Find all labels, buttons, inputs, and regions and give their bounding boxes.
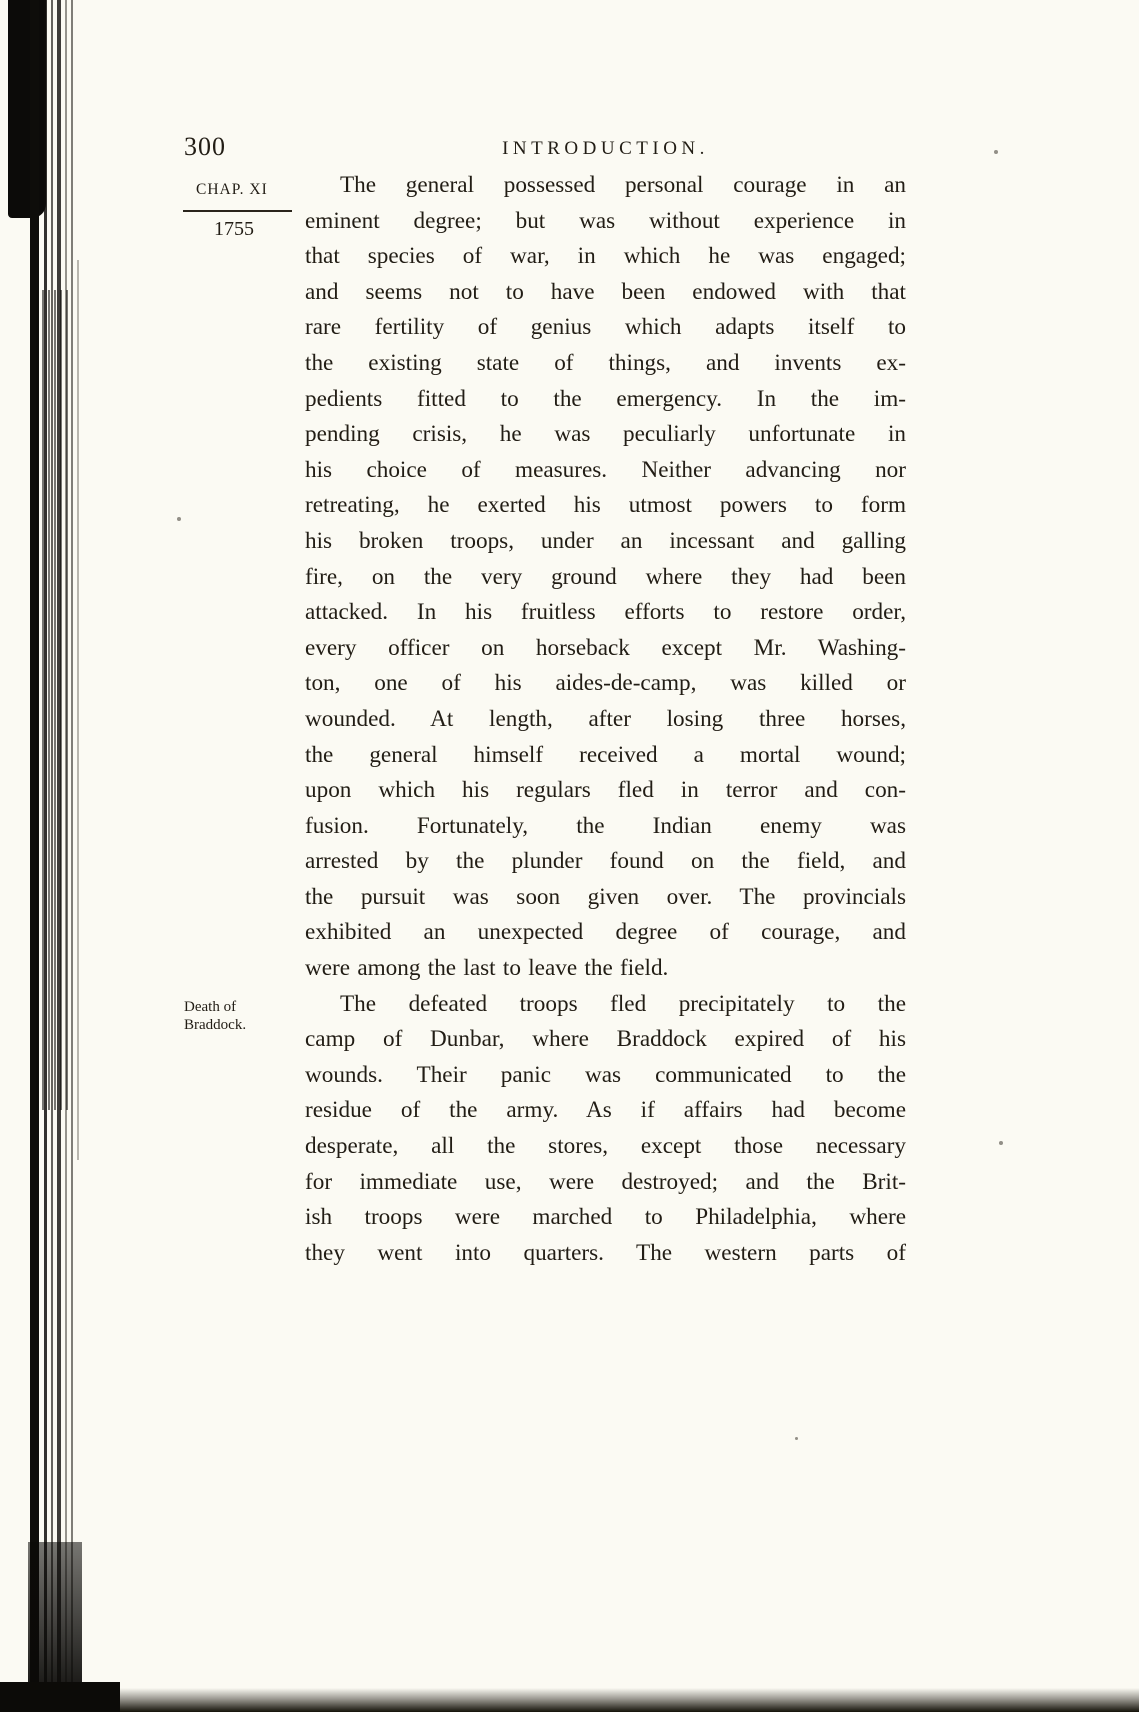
text-line: pending crisis, he was peculiarly unfortunate in bbox=[305, 421, 906, 448]
text-line: the pursuit was soon given over. The provincials bbox=[305, 883, 906, 910]
paragraph bbox=[305, 987, 906, 1272]
scan-bottom-shadow bbox=[55, 1688, 1139, 1712]
page-number: 300 bbox=[184, 132, 226, 161]
text-line: attacked. In his fruitless efforts to restore order, bbox=[305, 599, 906, 626]
text-line: ish troops were marched to Philadelphia, where bbox=[305, 1204, 906, 1231]
text-line: that species of war, in which he was engaged; bbox=[305, 243, 906, 270]
death-of-braddock-margin-note bbox=[184, 998, 246, 1034]
text-line: upon which his regulars fled in terror and con- bbox=[305, 777, 906, 804]
text-line: every officer on horseback except Mr. Washing- bbox=[305, 634, 906, 661]
running-header: INTRODUCTION. bbox=[502, 138, 709, 159]
scan-binding-blob bbox=[8, 0, 46, 218]
scan-speck bbox=[994, 150, 998, 154]
scan-bottom-corner bbox=[0, 1682, 120, 1712]
text-line: his choice of measures. Neither advancing nor bbox=[305, 456, 906, 483]
text-line: rare fertility of genius which adapts itself to bbox=[305, 314, 906, 341]
text-line: The defeated troops fled precipitately to the bbox=[340, 990, 906, 1017]
scan-binding-streaks bbox=[36, 290, 70, 1110]
chapter-rule bbox=[183, 210, 292, 212]
margin-note-line: Braddock. bbox=[184, 1017, 247, 1033]
text-line: were among the last to leave the field. bbox=[305, 955, 669, 982]
text-line: retreating, he exerted his utmost powers to form bbox=[305, 492, 906, 519]
text-line: eminent degree; but was without experience in bbox=[305, 207, 906, 234]
text-line: and seems not to have been endowed with that bbox=[305, 278, 906, 305]
text-line: desperate, all the stores, except those necessary bbox=[305, 1133, 906, 1160]
year-margin-note: 1755 bbox=[214, 218, 254, 240]
text-line: the existing state of things, and invents ex- bbox=[305, 349, 906, 376]
text-line: the general himself received a mortal wound; bbox=[305, 741, 906, 768]
text-line: The general possessed personal courage in an bbox=[340, 172, 906, 198]
scan-speck bbox=[177, 517, 181, 521]
text-line: they went into quarters. The western parts of bbox=[305, 1239, 906, 1266]
scan-speck bbox=[999, 1141, 1003, 1145]
body-text bbox=[305, 168, 906, 1271]
text-line: wounded. At length, after losing three horses, bbox=[305, 705, 906, 732]
text-line: fire, on the very ground where they had been bbox=[305, 563, 906, 590]
text-line: camp of Dunbar, where Braddock expired of his bbox=[305, 1026, 906, 1053]
text-line: wounds. Their panic was communicated to the bbox=[305, 1061, 906, 1088]
text-line: pedients fitted to the emergency. In the im- bbox=[305, 385, 906, 412]
paragraph bbox=[305, 168, 906, 987]
margin-note-line: Death of bbox=[184, 999, 237, 1015]
scan-speck bbox=[795, 1437, 798, 1440]
text-line: ton, one of his aides-de-camp, was killed or bbox=[305, 670, 906, 697]
text-line: exhibited an unexpected degree of courage, and bbox=[305, 919, 906, 946]
text-line: residue of the army. As if affairs had become bbox=[305, 1097, 906, 1124]
text-line: for immediate use, were destroyed; and the Brit- bbox=[305, 1168, 906, 1195]
scan-binding-line bbox=[71, 0, 73, 1712]
text-line: his broken troops, under an incessant and galling bbox=[305, 527, 906, 554]
text-line: fusion. Fortunately, the Indian enemy was bbox=[305, 812, 906, 839]
chapter-margin-note: CHAP. XI bbox=[196, 181, 268, 198]
scan-binding-line bbox=[77, 260, 79, 1160]
text-line: arrested by the plunder found on the field, and bbox=[305, 848, 906, 875]
